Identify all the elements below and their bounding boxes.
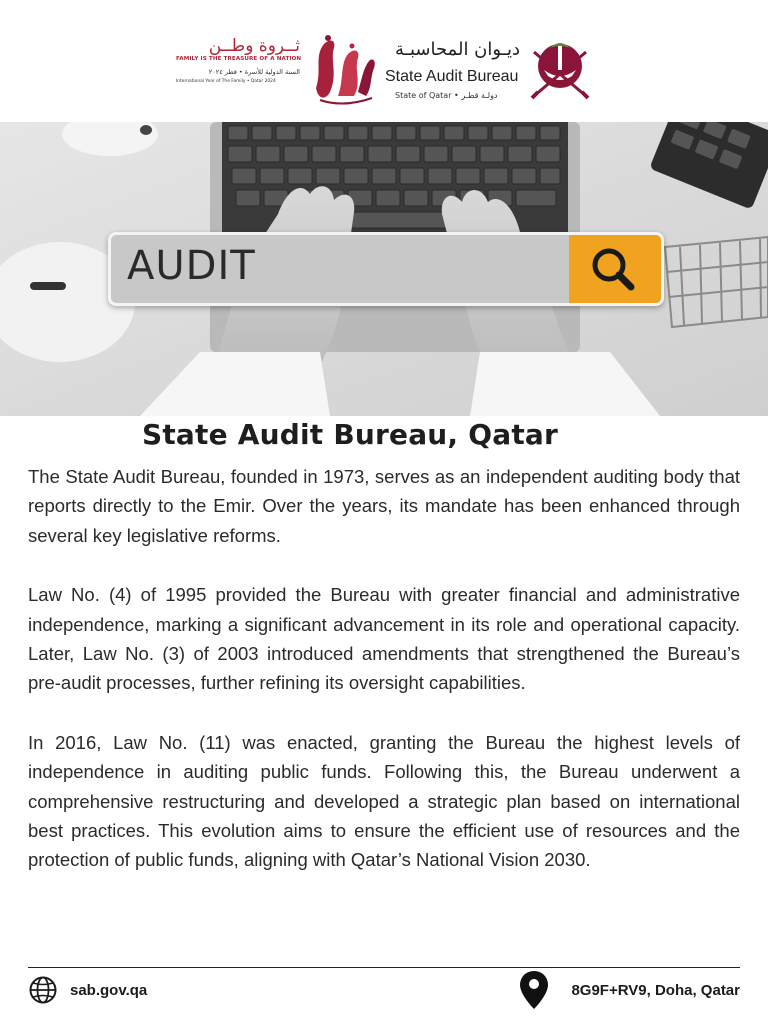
qatar-emblem-icon — [528, 30, 592, 104]
address-text: 8G9F+RV9, Doha, Qatar — [571, 981, 740, 999]
paragraph-law-reforms: Law No. (4) of 1995 provided the Bureau with greater financial and administrative independence, marking a significant advancement in its role and operational capacity. Later, Law No. (3) of 2003 introduced amendments that strengthened the Bureau’s pre-audit processes, further refining its oversight capabilities. — [28, 584, 740, 694]
hero-image — [0, 122, 768, 416]
location-pin-icon — [519, 970, 549, 1010]
bureau-arabic-name: ديـوان المحاسبـة — [395, 39, 520, 60]
footer-address — [519, 970, 740, 1010]
bureau-english-name: State Audit Bureau — [385, 68, 519, 85]
footer-website[interactable] — [28, 975, 147, 1005]
family-logo-arabic-title: ثــروة وطــن — [208, 36, 300, 56]
family-year-logo — [176, 36, 301, 100]
usra-calligraphy-logo — [308, 30, 378, 106]
footer-divider — [28, 967, 740, 968]
search-button — [569, 235, 661, 303]
family-logo-year: International Year of The Family • Qatar 2024 — [176, 79, 276, 84]
globe-icon — [28, 975, 58, 1005]
bureau-state-line: State of Qatar • دولـة قطـر — [395, 91, 498, 100]
state-audit-bureau-logo — [380, 40, 520, 104]
header — [0, 0, 768, 120]
audit-search-bar — [108, 232, 664, 306]
search-icon — [569, 235, 661, 303]
article-body — [28, 462, 740, 905]
website-link[interactable]: sab.gov.qa — [70, 981, 148, 999]
page-title: State Audit Bureau, Qatar — [141, 418, 559, 451]
family-logo-tagline: FAMILY IS THE TREASURE OF A NATION — [176, 56, 302, 62]
paragraph-founding: The State Audit Bureau, founded in 1973, serves as an independent auditing body that reports directly to the Emir. Over the years, its mandate has been enhanced through several key legislative reforms. — [28, 466, 740, 546]
family-logo-arabic-subtitle: السنة الدولية للأسرة • قطر ٢٠٢٤ — [208, 68, 300, 76]
paragraph-2016-law: In 2016, Law No. (11) was enacted, granting the Bureau the highest levels of independence in auditing public funds. Following this, the Bureau underwent a comprehensive restructuring and developed a strategic plan based on international best practices. This evolution aims to ensure the efficient use of resources and the protection of public funds, aligning with Qatar’s National Vision 2030. — [28, 731, 740, 871]
audit-search-text: AUDIT — [127, 243, 256, 289]
